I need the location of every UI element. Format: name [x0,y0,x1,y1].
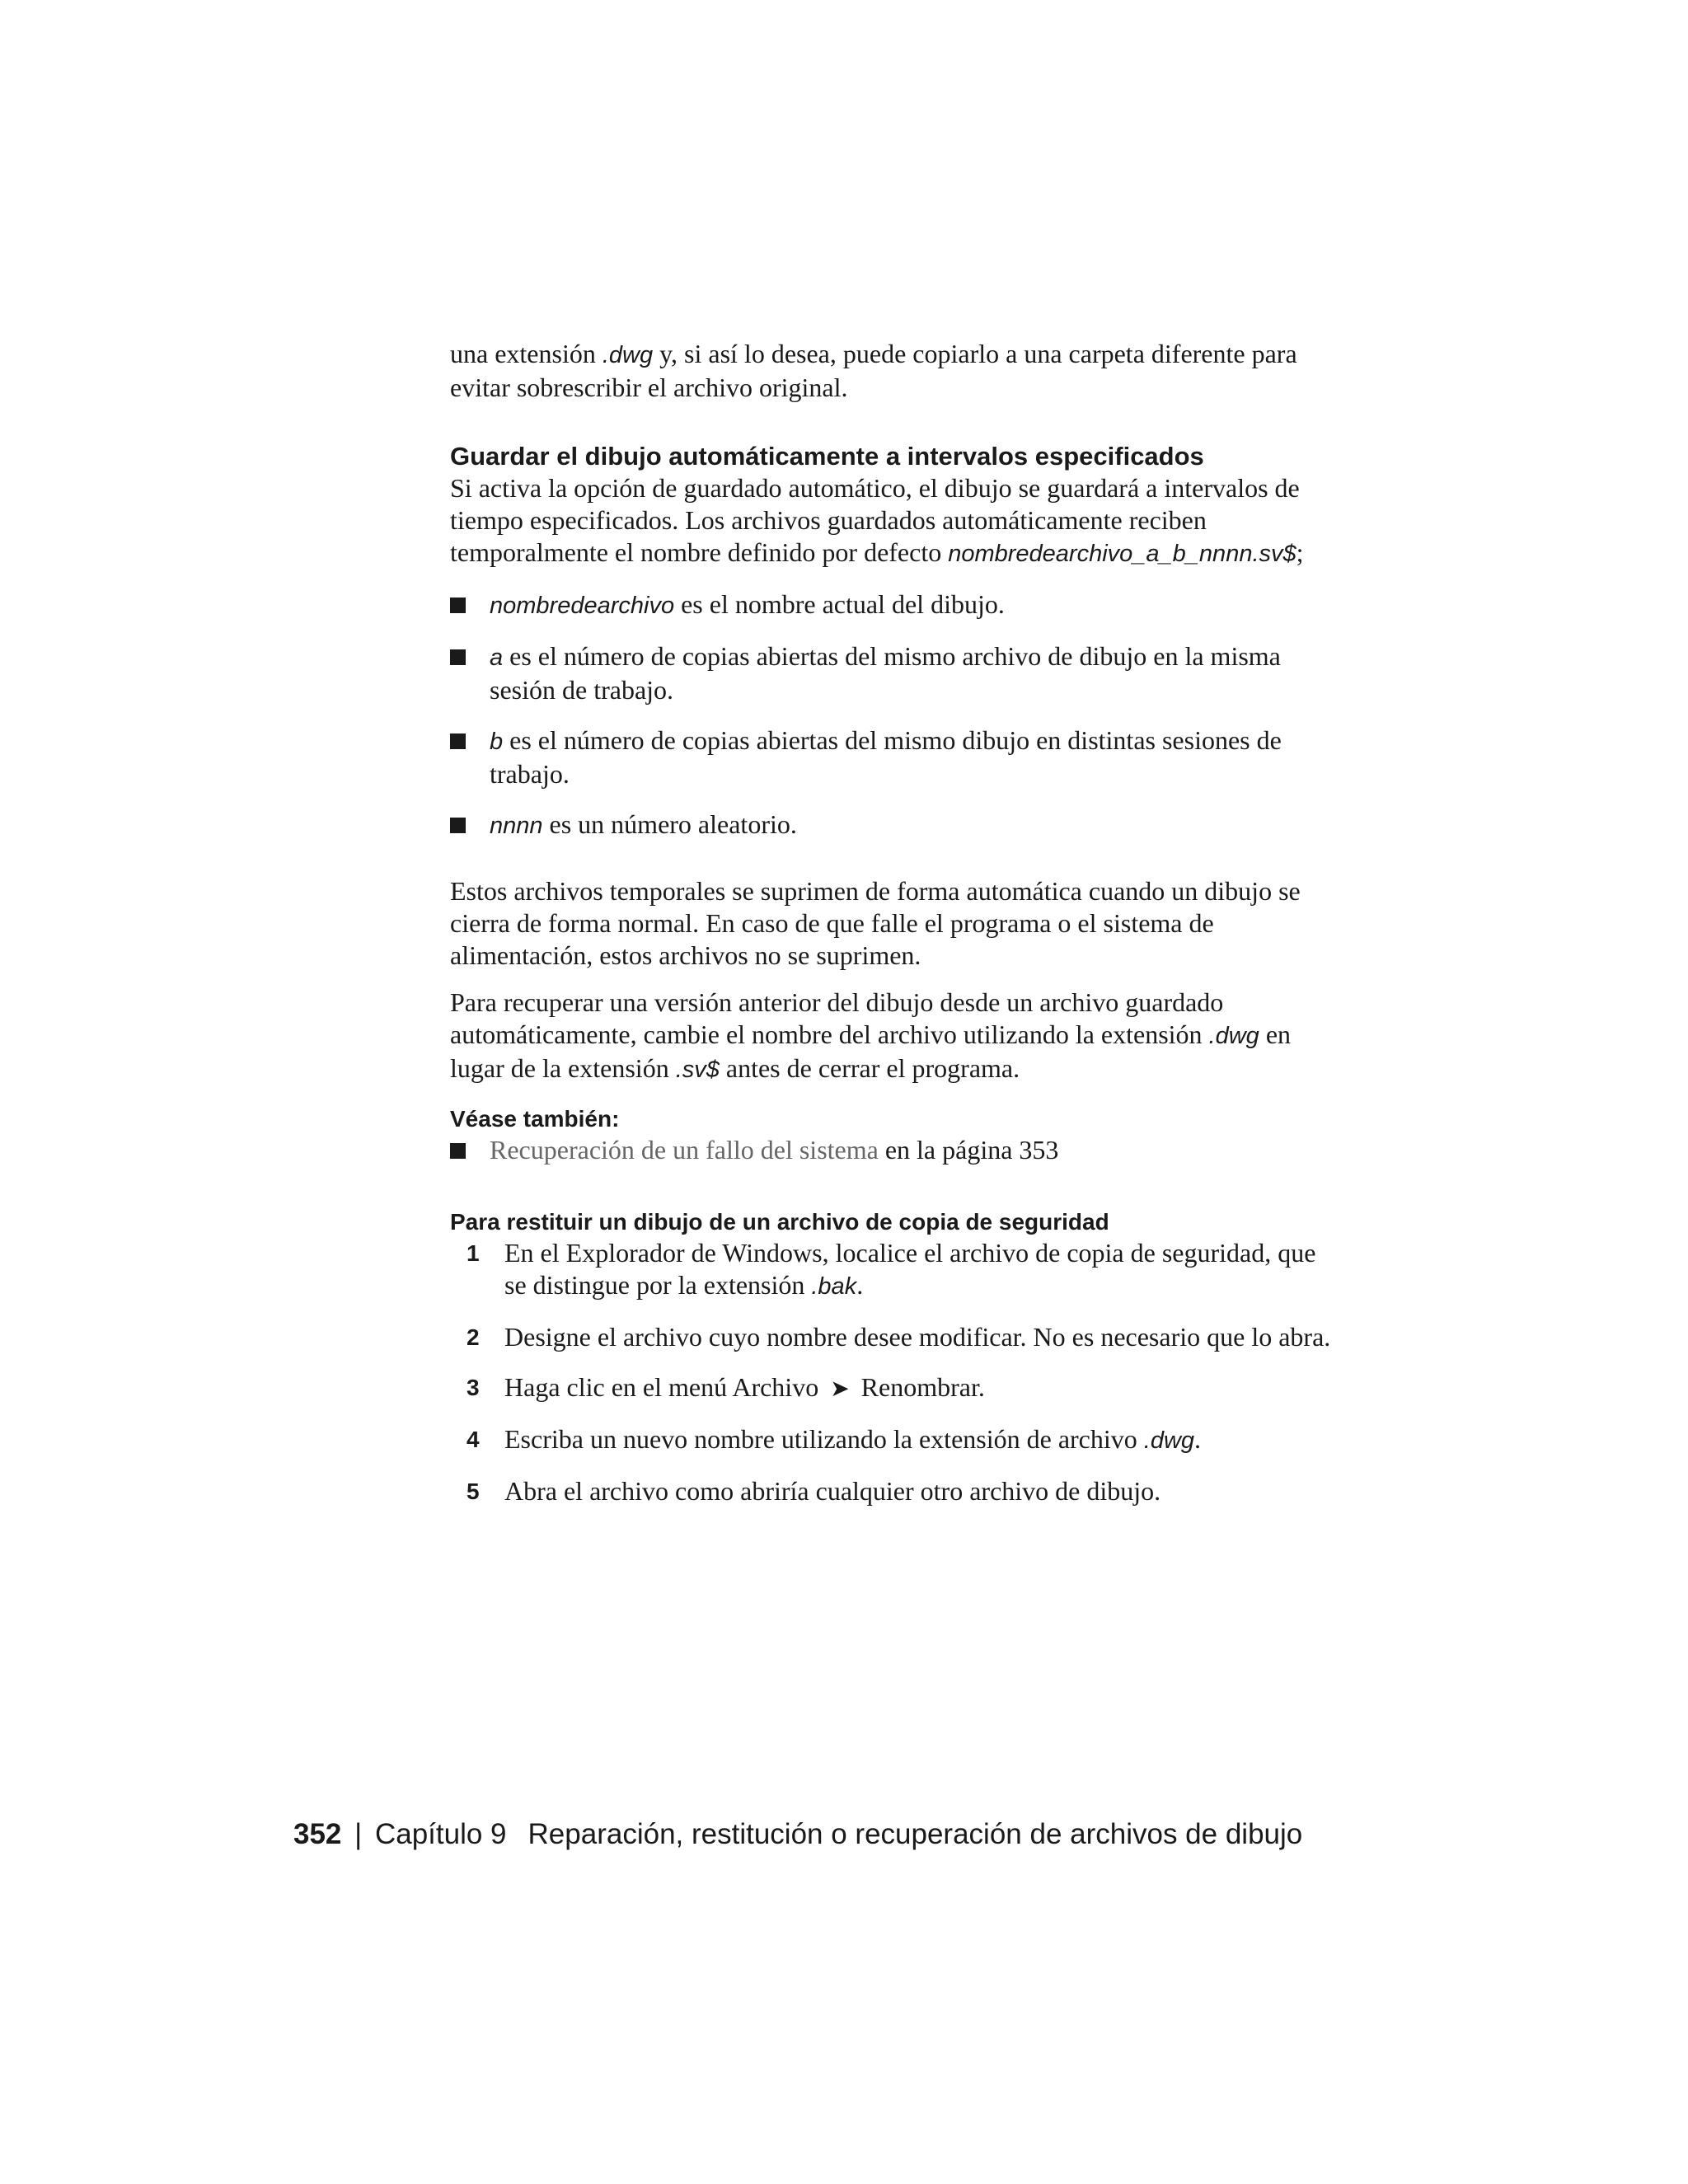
square-bullet-icon [450,1143,466,1159]
step-item [450,1321,1340,1353]
procedure-steps [450,1237,1340,1507]
list-item [450,588,1340,622]
square-bullet-icon [450,649,466,665]
step-text-2: . [1194,1424,1202,1454]
step-text: Designe el archivo cuyo nombre desee modificar. No es necesario que lo abra. [504,1322,1331,1352]
step-text: En el Explorador de Windows, localice el archivo de copia de seguridad, que se distingue por la extensión [504,1238,1316,1300]
recover-paragraph [450,987,1340,1086]
menu-arrow-icon: ➤ [830,1376,850,1402]
step-extension: .dwg [1143,1427,1195,1454]
step-item [450,1237,1340,1303]
step-text: Abra el archivo como abriría cualquier otro archivo de dibujo. [504,1476,1161,1506]
page-footer [293,1816,1302,1853]
bullet-text: es el número de copias abiertas del mismo archivo de dibujo en la misma sesión de trabajo. [490,641,1281,705]
footer-chapter-title: Reparación, restitución o recuperación de archivos de dibujo [528,1818,1303,1850]
recover-text-2: en lugar de la extensión [450,1019,1292,1083]
see-also-list [450,1134,1340,1166]
intro-text: una extensión [450,339,603,368]
intro-text-2: y, si así lo desea, puede copiarlo a una carpeta diferente para evitar sobrescribir el archivo original. [450,339,1297,402]
bullet-term: nnnn [490,813,543,839]
autosave-bullet-list [450,588,1340,842]
list-item [450,724,1340,790]
square-bullet-icon [450,818,466,833]
bullet-text: es un número aleatorio. [542,809,797,839]
see-also-page-ref: en la página 353 [878,1135,1059,1165]
section-heading: Guardar el dibujo automáticamente a intervalos especificados [450,442,1204,471]
step-text-2: . [856,1270,864,1300]
bullet-text: es el nombre actual del dibujo. [674,589,1005,619]
footer-separator: | [354,1818,363,1850]
footer-chapter: Capítulo 9 [374,1818,507,1850]
step-item [450,1371,1340,1405]
step-item [450,1423,1340,1457]
list-item [450,640,1340,706]
step-text: Haga clic en el menú Archivo [504,1372,819,1402]
step-number: 2 [467,1324,480,1350]
step-extension: .bak [811,1273,857,1300]
autosave-filename: nombredearchivo_a_b_nnnn.sv$ [948,541,1296,567]
recover-extension-dwg: .dwg [1208,1023,1259,1049]
step-text: Escriba un nuevo nombre utilizando la extensión de archivo [504,1424,1144,1454]
recover-text-3: antes de cerrar el programa. [719,1053,1020,1083]
step-text-2: Renombrar. [860,1372,985,1402]
temp-files-paragraph: Estos archivos temporales se suprimen de forma automática cuando un dibujo se cierra de forma normal. En caso de que falle el programa o el sistema de alimentación, estos archivos no se suprimen. [450,876,1301,970]
see-also-heading: Véase también: [450,1106,620,1132]
autosave-text: Si activa la opción de guardado automático, el dibujo se guardará a intervalos de tiempo especificados. Los archivos guardados automáticamente reciben temporalmente el nombre definido por defecto [450,473,1300,567]
list-item [450,1134,1340,1166]
procedure-heading: Para restituir un dibujo de un archivo de copia de seguridad [450,1209,1109,1235]
step-number: 4 [467,1427,480,1452]
recover-text: Para recuperar una versión anterior del dibujo desde un archivo guardado automáticamente, cambie el nombre del archivo utilizando la extensión [450,987,1224,1049]
step-number: 3 [467,1375,480,1400]
step-number: 5 [467,1479,480,1504]
step-number: 1 [467,1240,480,1266]
autosave-paragraph [450,472,1340,570]
square-bullet-icon [450,733,466,749]
recover-extension-sv: .sv$ [675,1057,720,1083]
intro-paragraph [450,338,1340,404]
see-also-link[interactable]: Recuperación de un fallo del sistema [490,1135,879,1165]
step-item [450,1475,1340,1507]
page-content [450,338,1340,1526]
bullet-term: nombredearchivo [490,593,675,619]
bullet-text: es el número de copias abiertas del mismo dibujo en distintas sesiones de trabajo. [490,725,1282,789]
bullet-term: a [490,644,504,671]
list-item [450,808,1340,842]
intro-extension: .dwg [602,342,654,368]
autosave-text-2: ; [1296,537,1304,567]
bullet-term: b [490,729,504,755]
square-bullet-icon [450,598,466,613]
page-number: 352 [293,1818,342,1850]
